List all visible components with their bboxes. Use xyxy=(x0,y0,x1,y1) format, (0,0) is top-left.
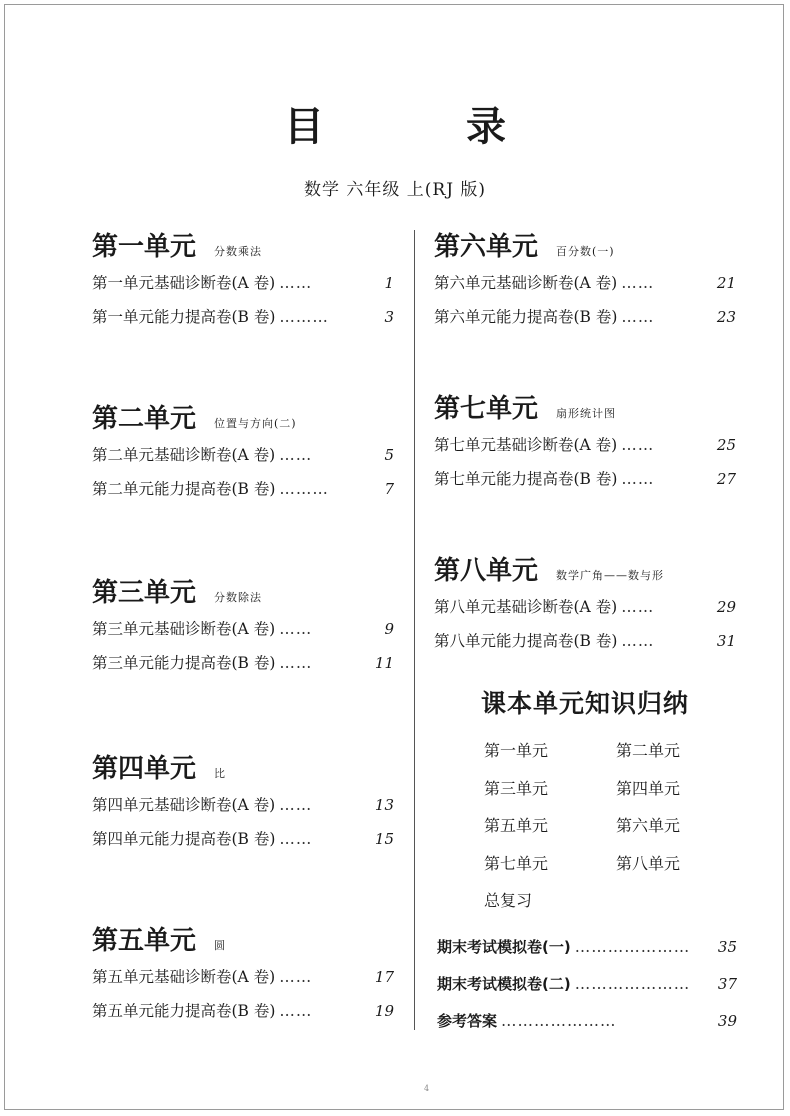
knowledge-item[interactable]: 第三单元 xyxy=(484,778,549,798)
toc-entry[interactable] xyxy=(92,300,394,334)
entry-label: 第八单元基础诊断卷(A 卷) xyxy=(434,598,618,616)
unit-title: 第八单元 xyxy=(434,556,539,586)
entry-leader-dots: …… xyxy=(621,436,655,454)
entry-leader-dots: …… xyxy=(279,654,313,672)
unit-section xyxy=(434,388,736,496)
unit-title: 第一单元 xyxy=(92,232,197,262)
entry-leader-dots: …… xyxy=(279,968,313,986)
unit-topic: 位置与方向(二) xyxy=(214,417,297,430)
unit-header xyxy=(434,226,736,266)
entry-leader-dots: …… xyxy=(279,274,313,292)
entry-page-number: 3 xyxy=(384,308,394,326)
page-subtitle: 数学 六年级 上(RJ 版) xyxy=(303,180,487,200)
entry-leader-dots: …… xyxy=(621,598,655,616)
unit-header xyxy=(92,748,394,788)
unit-header xyxy=(92,226,394,266)
knowledge-summary-list xyxy=(484,732,734,920)
entry-page-number: 17 xyxy=(374,968,394,986)
toc-entry[interactable] xyxy=(92,788,394,822)
unit-section xyxy=(92,572,394,680)
toc-entry[interactable] xyxy=(92,822,394,856)
knowledge-item[interactable]: 第二单元 xyxy=(616,741,681,760)
entry-page-number: 15 xyxy=(374,830,394,848)
page-title: 目 录 xyxy=(284,104,570,150)
toc-entry[interactable] xyxy=(92,612,394,646)
unit-title: 第五单元 xyxy=(92,926,197,956)
toc-entry[interactable] xyxy=(434,266,736,300)
entry-page-number: 1 xyxy=(384,274,394,292)
unit-topic: 比 xyxy=(214,767,227,780)
entry-page-number: 11 xyxy=(374,654,394,672)
unit-header xyxy=(92,398,394,438)
toc-entry[interactable] xyxy=(92,994,394,1028)
unit-title: 第六单元 xyxy=(434,232,539,262)
unit-title: 第七单元 xyxy=(434,394,539,424)
entry-label: 第七单元能力提高卷(B 卷) xyxy=(434,470,618,488)
entry-label: 第八单元能力提高卷(B 卷) xyxy=(434,632,618,650)
entry-page-number: 31 xyxy=(716,632,736,650)
entry-label: 第二单元基础诊断卷(A 卷) xyxy=(92,446,276,464)
toc-entry[interactable] xyxy=(434,462,736,496)
toc-entry-exam-2[interactable] xyxy=(437,967,737,1001)
entry-label: 第一单元基础诊断卷(A 卷) xyxy=(92,274,276,292)
toc-entry[interactable] xyxy=(434,590,736,624)
unit-header xyxy=(434,550,736,590)
knowledge-item[interactable]: 总复习 xyxy=(484,891,533,910)
toc-entry-answers[interactable] xyxy=(437,1004,737,1038)
entry-label: 第四单元基础诊断卷(A 卷) xyxy=(92,796,276,814)
entry-leader-dots: …… xyxy=(279,830,313,848)
unit-section xyxy=(434,550,736,658)
entry-leader-dots: ………………… xyxy=(574,975,691,993)
entry-page-number: 29 xyxy=(716,598,736,616)
unit-topic: 分数乘法 xyxy=(214,245,263,258)
knowledge-item[interactable]: 第四单元 xyxy=(616,778,681,798)
toc-entry[interactable] xyxy=(434,624,736,658)
entry-label: 第五单元基础诊断卷(A 卷) xyxy=(92,968,276,986)
toc-entry[interactable] xyxy=(92,472,394,506)
entry-label: 期末考试模拟卷(二) xyxy=(437,975,571,993)
column-divider xyxy=(414,230,415,1030)
entry-leader-dots: ……… xyxy=(279,308,329,326)
knowledge-item[interactable]: 第一单元 xyxy=(484,741,549,760)
entry-label: 第三单元能力提高卷(B 卷) xyxy=(92,654,276,672)
unit-topic: 数学广角——数与形 xyxy=(556,569,665,582)
unit-topic: 分数除法 xyxy=(214,591,263,604)
entry-leader-dots: ………………… xyxy=(574,938,691,956)
unit-title: 第四单元 xyxy=(92,754,197,784)
entry-leader-dots: …… xyxy=(279,796,313,814)
knowledge-summary-title: 课本单元知识归纳 xyxy=(480,689,689,718)
unit-topic: 圆 xyxy=(214,939,227,952)
entry-page-number: 35 xyxy=(717,938,737,956)
unit-title: 第三单元 xyxy=(92,578,197,608)
unit-title: 第二单元 xyxy=(92,404,197,434)
entry-page-number: 25 xyxy=(716,436,736,454)
unit-section xyxy=(92,748,394,856)
entry-page-number: 13 xyxy=(374,796,394,814)
page-footer-mark: 4 xyxy=(424,1084,430,1093)
unit-section xyxy=(92,920,394,1028)
unit-section xyxy=(434,226,736,334)
entry-page-number: 5 xyxy=(384,446,394,464)
knowledge-item[interactable]: 第六单元 xyxy=(616,816,681,835)
entry-leader-dots: ………………… xyxy=(501,1012,617,1030)
toc-entry[interactable] xyxy=(434,428,736,462)
entry-leader-dots: …… xyxy=(279,446,313,464)
entry-label: 期末考试模拟卷(一) xyxy=(437,938,571,956)
entry-page-number: 37 xyxy=(717,975,737,993)
exam-entries xyxy=(437,930,737,1038)
entry-page-number: 23 xyxy=(716,308,736,326)
entry-page-number: 9 xyxy=(384,620,394,638)
entry-leader-dots: …… xyxy=(621,274,655,292)
unit-header xyxy=(92,920,394,960)
knowledge-item[interactable]: 第七单元 xyxy=(484,853,549,873)
unit-topic: 百分数(一) xyxy=(556,245,615,258)
entry-label: 第七单元基础诊断卷(A 卷) xyxy=(434,436,618,454)
unit-section xyxy=(92,226,394,334)
entry-label: 第五单元能力提高卷(B 卷) xyxy=(92,1002,276,1020)
entry-label: 第三单元基础诊断卷(A 卷) xyxy=(92,620,276,638)
entry-label: 第二单元能力提高卷(B 卷) xyxy=(92,480,276,498)
entry-label: 参考答案 xyxy=(437,1012,498,1030)
toc-entry[interactable] xyxy=(92,438,394,472)
entry-leader-dots: …… xyxy=(279,1002,313,1020)
entry-page-number: 19 xyxy=(374,1002,394,1020)
toc-entry-exam-1[interactable] xyxy=(437,930,737,964)
entry-leader-dots: …… xyxy=(621,632,655,650)
unit-topic: 扇形统计图 xyxy=(556,407,617,420)
entry-label: 第四单元能力提高卷(B 卷) xyxy=(92,830,276,848)
unit-header xyxy=(434,388,736,428)
entry-leader-dots: …… xyxy=(621,308,655,326)
toc-entry[interactable] xyxy=(434,300,736,334)
entry-leader-dots: …… xyxy=(621,470,655,488)
toc-entry[interactable] xyxy=(92,646,394,680)
unit-header xyxy=(92,572,394,612)
entry-label: 第一单元能力提高卷(B 卷) xyxy=(92,308,276,326)
knowledge-item[interactable]: 第五单元 xyxy=(484,816,549,835)
entry-leader-dots: …… xyxy=(279,620,313,638)
entry-leader-dots: ……… xyxy=(279,480,329,498)
entry-page-number: 21 xyxy=(716,274,736,292)
knowledge-item[interactable]: 第八单元 xyxy=(616,853,681,873)
entry-page-number: 27 xyxy=(716,470,736,488)
unit-section xyxy=(92,398,394,506)
entry-label: 第六单元基础诊断卷(A 卷) xyxy=(434,274,618,292)
entry-page-number: 7 xyxy=(384,480,394,498)
entry-page-number: 39 xyxy=(717,1012,737,1030)
toc-entry[interactable] xyxy=(92,266,394,300)
entry-label: 第六单元能力提高卷(B 卷) xyxy=(434,308,618,326)
toc-entry[interactable] xyxy=(92,960,394,994)
